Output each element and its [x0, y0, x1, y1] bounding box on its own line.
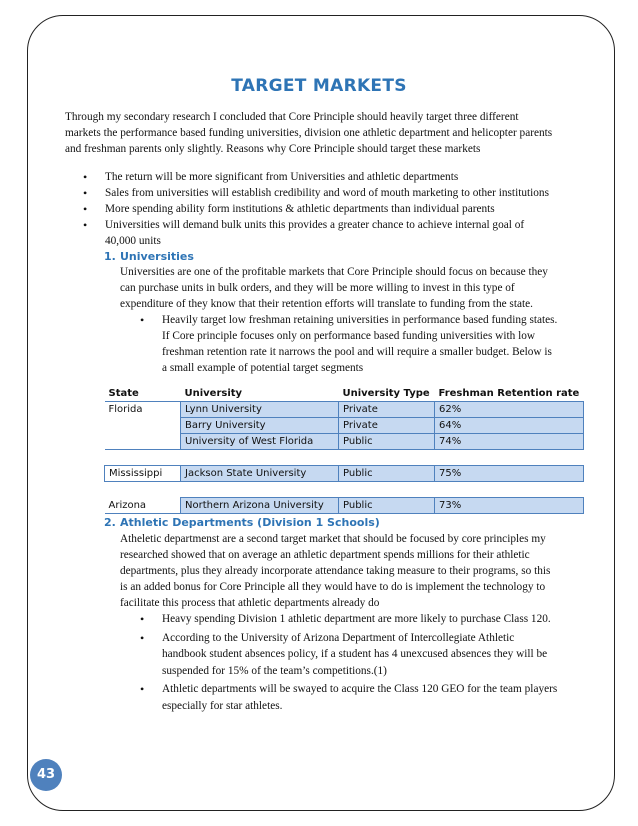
- table-cell: Private: [339, 418, 435, 434]
- list-item: • Sales from universities will establish credibility and word of mouth marketing to other institutions: [83, 185, 549, 201]
- section-2-bullets: [140, 611, 557, 714]
- table-cell: University of West Florida: [181, 434, 339, 450]
- table-row: [105, 498, 584, 514]
- table-cell: 74%: [435, 434, 584, 450]
- table-spacer: [105, 482, 584, 498]
- table-cell: Public: [339, 498, 435, 514]
- table-cell: [105, 434, 181, 450]
- reasons-list: [83, 169, 549, 249]
- table-header-row: [105, 386, 584, 402]
- table-cell: Public: [339, 434, 435, 450]
- table-cell: Lynn University: [181, 402, 339, 418]
- section-2-number: 2.: [104, 516, 116, 529]
- section-1-bullets: [140, 312, 557, 376]
- table-cell: 73%: [435, 498, 584, 514]
- table-cell: Mississippi: [105, 466, 181, 482]
- table-cell: 64%: [435, 418, 584, 434]
- list-item: • The return will be more significant from Universities and athletic departments: [83, 169, 549, 185]
- section-1-number: 1.: [104, 250, 116, 263]
- list-item-text: • According to the University of Arizona Department of Intercollegiate Athletic: [162, 631, 515, 644]
- list-item-text: If Core principle focuses only on performance based funding universities with low: [162, 330, 536, 342]
- list-item: [140, 630, 557, 680]
- list-item-text: especially for star athletes.: [162, 699, 283, 712]
- intro-line: and freshman parents only slightly. Reasons why Core Principle should target these markets: [65, 143, 481, 155]
- table-cell: Public: [339, 466, 435, 482]
- section-2-heading: Athletic Departments (Division 1 Schools): [120, 516, 380, 529]
- table-cell: Florida: [108, 404, 143, 416]
- page-title: TARGET MARKETS: [231, 76, 407, 96]
- paragraph-line: departments, plus they already incorporate attendance taking measure to their programs, so this: [120, 565, 551, 577]
- table-cell: Arizona: [105, 498, 181, 514]
- table-row: [105, 434, 584, 450]
- list-item-text: Universities will demand bulk units this provides a greater chance to achieve internal goal of: [105, 219, 525, 231]
- column-header: Freshman Retention rate: [435, 386, 584, 402]
- list-item-text: 40,000 units: [105, 235, 161, 247]
- section-1-paragraph: [120, 264, 548, 312]
- page-number-badge: 43: [30, 759, 62, 791]
- table-cell: [105, 418, 181, 434]
- list-item-text: handbook student absences policy, if a student has 4 unexcused absences they will be: [162, 648, 548, 660]
- paragraph-line: can purchase units in bulk orders, and they will be more willing to invest in this type of: [120, 282, 515, 294]
- list-item-text: • Heavily target low freshman retaining universities in performance based funding states.: [162, 314, 558, 326]
- table-cell: 75%: [435, 466, 584, 482]
- table-row: [105, 418, 584, 434]
- list-item: [140, 681, 557, 714]
- table-spacer: [105, 450, 584, 466]
- list-item: [140, 312, 557, 376]
- list-item-text: freshman retention rate it narrows the pool and will require a smaller budget. Below is: [162, 346, 552, 358]
- section-2-paragraph: [120, 531, 550, 611]
- paragraph-line: Atheletic departmenst are a second target market that should be focused by core principles my: [120, 533, 546, 545]
- list-item: • More spending ability form institutions & athletic departments than individual parents: [83, 201, 549, 217]
- intro-paragraph: [65, 109, 552, 157]
- paragraph-line: expenditure of they know that their retention efforts will translate to funding from the state.: [120, 298, 533, 310]
- column-header: University: [181, 386, 339, 402]
- table-row: [105, 466, 584, 482]
- table-cell: Northern Arizona University: [181, 498, 339, 514]
- intro-line: Through my secondary research I concluded that Core Principle should heavily target three different: [65, 111, 519, 123]
- table-cell: Jackson State University: [181, 466, 339, 482]
- section-1-heading: Universities: [120, 250, 194, 263]
- table-cell: Barry University: [181, 418, 339, 434]
- column-header: University Type: [339, 386, 435, 402]
- paragraph-line: is an added bonus for Core Principle all they would have to do is implement the technology to: [120, 581, 546, 593]
- table-cell: 62%: [435, 402, 584, 418]
- list-item: [140, 611, 557, 628]
- list-item-text: suspended for 15% of the team’s competitions.(1): [162, 664, 387, 677]
- target-segments-table: [104, 386, 584, 514]
- list-item-text: • Heavy spending Division 1 athletic department are more likely to purchase Class 120.: [162, 613, 551, 625]
- table-cell: Private: [339, 402, 435, 418]
- paragraph-line: facilitate this process that athletic departments already do: [120, 597, 380, 609]
- list-item: [83, 217, 549, 249]
- paragraph-line: Universities are one of the profitable markets that Core Principle should focus on because they: [120, 266, 548, 278]
- list-item-text: a small example of potential target segments: [162, 362, 364, 374]
- paragraph-line: researched showed that on average an athletic department spends millions for their athletic: [120, 549, 530, 561]
- list-item-text: • Athletic departments will be swayed to acquire the Class 120 GEO for the team players: [162, 683, 558, 695]
- table-row: [105, 402, 584, 418]
- column-header: State: [105, 386, 181, 402]
- intro-line: markets the performance based funding universities, division one athletic department and helicopter parents: [65, 127, 553, 139]
